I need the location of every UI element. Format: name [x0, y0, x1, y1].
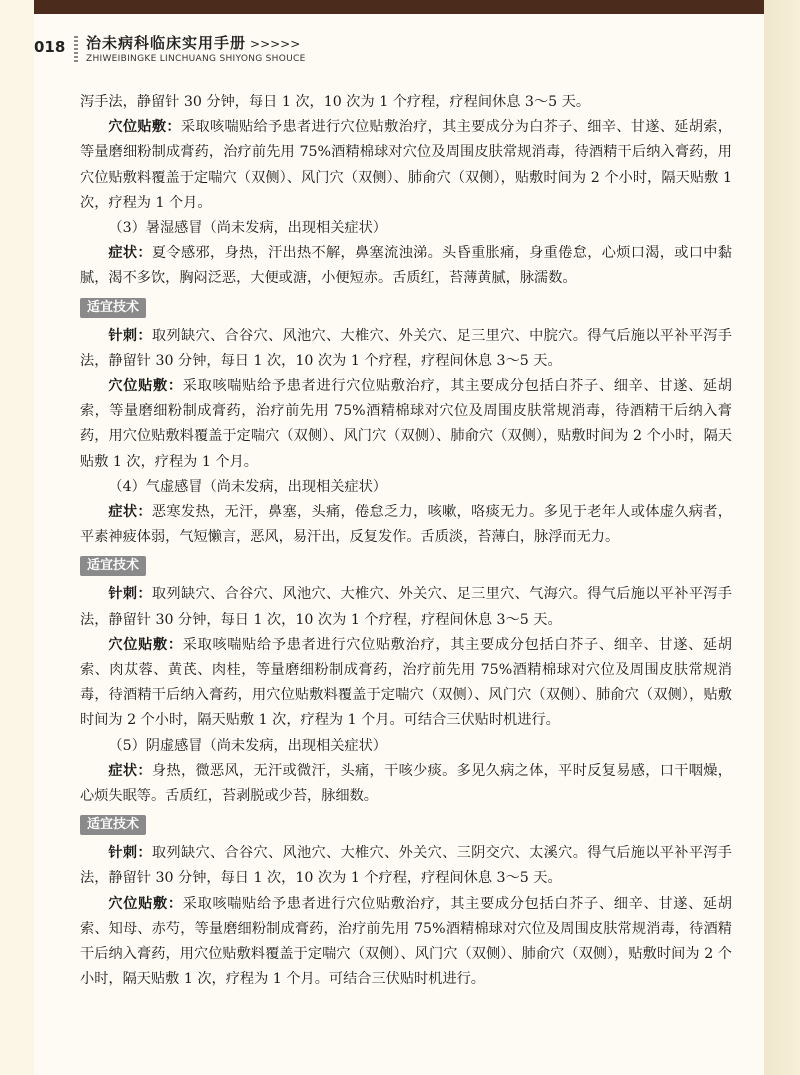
paragraph-text: 采取咳喘贴给予患者进行穴位贴敷治疗，其主要成分为白芥子、细辛、甘遂、延胡索，等量磨细粉制成膏药，治疗前先用 75%酒精棉球对穴位及周围皮肤常规消毒，待酒精干后纳入膏药，用穴位贴敷料覆盖于定喘穴（双侧）、风门穴（双侧）、肺俞穴（双侧），贴敷时间为 2 个小时，隔天贴敷 1 次，疗程为 1 个月。	[80, 119, 732, 211]
paragraph-lead: 针刺：	[108, 845, 152, 862]
page-edge	[764, 0, 800, 1075]
paragraph	[80, 374, 732, 475]
section-box-wrap	[80, 292, 732, 324]
paragraph-text: 采取咳喘贴给予患者进行穴位贴敷治疗，其主要成分包括白芥子、细辛、甘遂、延胡索、知母、赤芍，等量磨细粉制成膏药，治疗前先用 75%酒精棉球对穴位及周围皮肤常规消毒，待酒精干后纳入膏药，用穴位贴敷料覆盖于定喘穴（双侧）、风门穴（双侧）、肺俞穴（双侧），贴敷时间为 2 个小时，隔天贴敷 1 次，疗程为 1 个月。可结合三伏贴时机进行。	[80, 895, 732, 988]
paragraph-lead: 症状：	[108, 245, 152, 262]
subsection-heading: （5）阴虚感冒（尚未发病，出现相关症状）	[108, 737, 387, 754]
paragraph-text: 夏令感邪，身热，汗出热不解，鼻塞流浊涕。头昏重胀痛，身重倦怠，心烦口渴，或口中黏腻，渴不多饮，胸闷泛恶，大便或溏，小便短赤。舌质红，苔薄黄腻，脉濡数。	[80, 245, 732, 287]
paragraph	[80, 841, 732, 891]
paragraph	[80, 892, 732, 993]
section-box-wrap	[80, 809, 732, 841]
paragraph	[80, 633, 732, 734]
paragraph-lead: 穴位贴敷：	[108, 895, 183, 912]
paragraph-text: 取列缺穴、合谷穴、风池穴、大椎穴、外关穴、足三里穴、中脘穴。得气后施以平补平泻手法，静留针 30 分钟，每日 1 次，10 次为 1 个疗程，疗程间休息 3～5 天。	[80, 327, 732, 369]
top-border-bar	[34, 0, 764, 14]
subsection-heading: （4）气虚感冒（尚未发病，出现相关症状）	[108, 478, 387, 495]
header-divider	[74, 36, 78, 62]
paragraph-lead: 症状：	[108, 762, 152, 779]
paragraph-lead: 穴位贴敷：	[108, 636, 183, 653]
section-label-box: 适宜技术	[80, 815, 146, 835]
running-header	[34, 32, 764, 72]
paragraph	[80, 324, 732, 374]
paragraph-text: 取列缺穴、合谷穴、风池穴、大椎穴、外关穴、三阴交穴、太溪穴。得气后施以平补平泻手法，静留针 30 分钟，每日 1 次，10 次为 1 个疗程，疗程间休息 3～5 天。	[80, 845, 732, 887]
book-page	[34, 14, 764, 1075]
paragraph-text: 采取咳喘贴给予患者进行穴位贴敷治疗，其主要成分包括白芥子、细辛、甘遂、延胡索、肉苁蓉、黄芪、肉桂，等量磨细粉制成膏药，治疗前先用 75%酒精棉球对穴位及周围皮肤常规消毒，待酒精干后纳入膏药，用穴位贴敷料覆盖于定喘穴（双侧）、风门穴（双侧）、肺俞穴（双侧），贴敷时间为 2 个小时，隔天贴敷 1 次，疗程为 1 个月。可结合三伏贴时机进行。	[80, 636, 732, 729]
book-title-text: 治未病科临床实用手册	[86, 34, 247, 52]
page-number: 018	[34, 38, 66, 56]
paragraph	[80, 759, 732, 809]
section-label-box: 适宜技术	[80, 556, 146, 576]
paragraph-lead: 穴位贴敷：	[108, 119, 181, 136]
paragraph: 泻手法，静留针 30 分钟，每日 1 次，10 次为 1 个疗程，疗程间休息 3～5 天。	[80, 94, 591, 110]
paragraph-text: 取列缺穴、合谷穴、风池穴、大椎穴、外关穴、足三里穴、气海穴。得气后施以平补平泻手法，静留针 30 分钟，每日 1 次，10 次为 1 个疗程，疗程间休息 3～5 天。	[80, 586, 732, 628]
paragraph-text: 采取咳喘贴给予患者进行穴位贴敷治疗，其主要成分包括白芥子、细辛、甘遂、延胡索，等量磨细粉制成膏药，治疗前先用 75%酒精棉球对穴位及周围皮肤常规消毒，待酒精干后纳入膏药，用穴位贴敷料覆盖于定喘穴（双侧）、风门穴（双侧）、肺俞穴（双侧），贴敷时间为 2 个小时，隔天贴敷 1 次，疗程为 1 个月。	[80, 378, 732, 470]
section-label-box: 适宜技术	[80, 298, 146, 318]
subsection-heading: （3）暑湿感冒（尚未发病，出现相关症状）	[108, 220, 387, 237]
paragraph	[80, 500, 732, 550]
section-box-wrap	[80, 550, 732, 582]
paragraph-lead: 症状：	[108, 504, 152, 521]
header-arrows: >>>>>	[250, 37, 301, 51]
paragraph-text: 身热，微恶风，无汗或微汗，头痛，干咳少痰。多见久病之体，平时反复易感，口干咽燥，心烦失眠等。舌质红，苔剥脱或少苔，脉细数。	[80, 762, 732, 805]
paragraph-lead: 针刺：	[108, 586, 152, 603]
paragraph-text: 恶寒发热，无汗，鼻塞，头痛，倦怠乏力，咳嗽，咯痰无力。多见于老年人或体虚久病者，平素神疲体弱，气短懒言，恶风，易汗出，反复发作。舌质淡，苔薄白，脉浮而无力。	[80, 504, 732, 546]
paragraph	[80, 115, 732, 216]
paragraph-lead: 穴位贴敷：	[108, 378, 183, 395]
book-title-pinyin: ZHIWEIBINGKE LINCHUANG SHIYONG SHOUCE	[86, 54, 306, 64]
page-content	[80, 90, 732, 993]
paragraph	[80, 582, 732, 632]
book-title	[86, 32, 300, 53]
paragraph-lead: 针刺：	[108, 327, 152, 344]
paragraph	[80, 241, 732, 291]
